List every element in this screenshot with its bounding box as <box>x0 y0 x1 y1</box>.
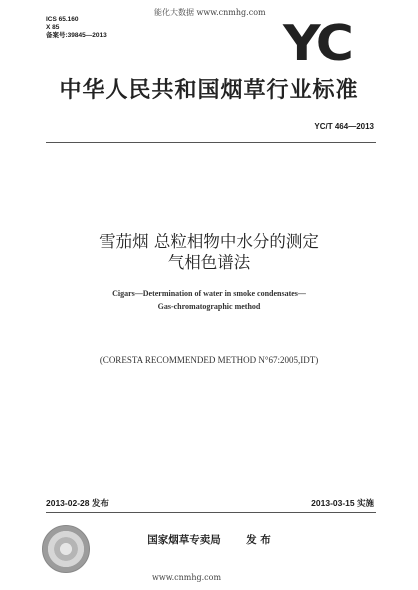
standard-number: YC/T 464—2013 <box>314 122 374 131</box>
filing-number: 备案号:39845—2013 <box>46 32 107 39</box>
ics-code: ICS 65.160 <box>46 16 79 23</box>
issuer-line <box>0 532 418 547</box>
en-title-line1: Cigars—Determination of water in smoke condensates— <box>112 289 306 298</box>
footer-rule <box>46 512 376 513</box>
watermark-bottom: www.cnmhg.com <box>152 573 222 582</box>
implement-date: 2013-03-15 实施 <box>311 498 374 508</box>
watermark-top: 能化大数据 www.cnmhg.com <box>154 8 266 17</box>
issuer-name: 国家烟草专卖局 <box>147 534 221 546</box>
cn-title-line2: 气相色谱法 <box>167 253 251 272</box>
cn-title-line1: 雪茄烟 总粒相物中水分的测定 <box>99 232 319 251</box>
method-reference: (CORESTA RECOMMENDED METHOD N°67:2005,IDT) <box>99 355 319 365</box>
yc-logo: YC <box>283 15 351 73</box>
en-title-line2: Gas-chromatographic method <box>157 302 261 311</box>
header-rule <box>46 142 376 143</box>
issue-action: 发 布 <box>246 534 271 546</box>
class-code: X 85 <box>46 24 60 31</box>
publish-date: 2013-02-28 发布 <box>46 498 109 508</box>
org-title: 中华人民共和国烟草行业标准 <box>59 78 359 103</box>
